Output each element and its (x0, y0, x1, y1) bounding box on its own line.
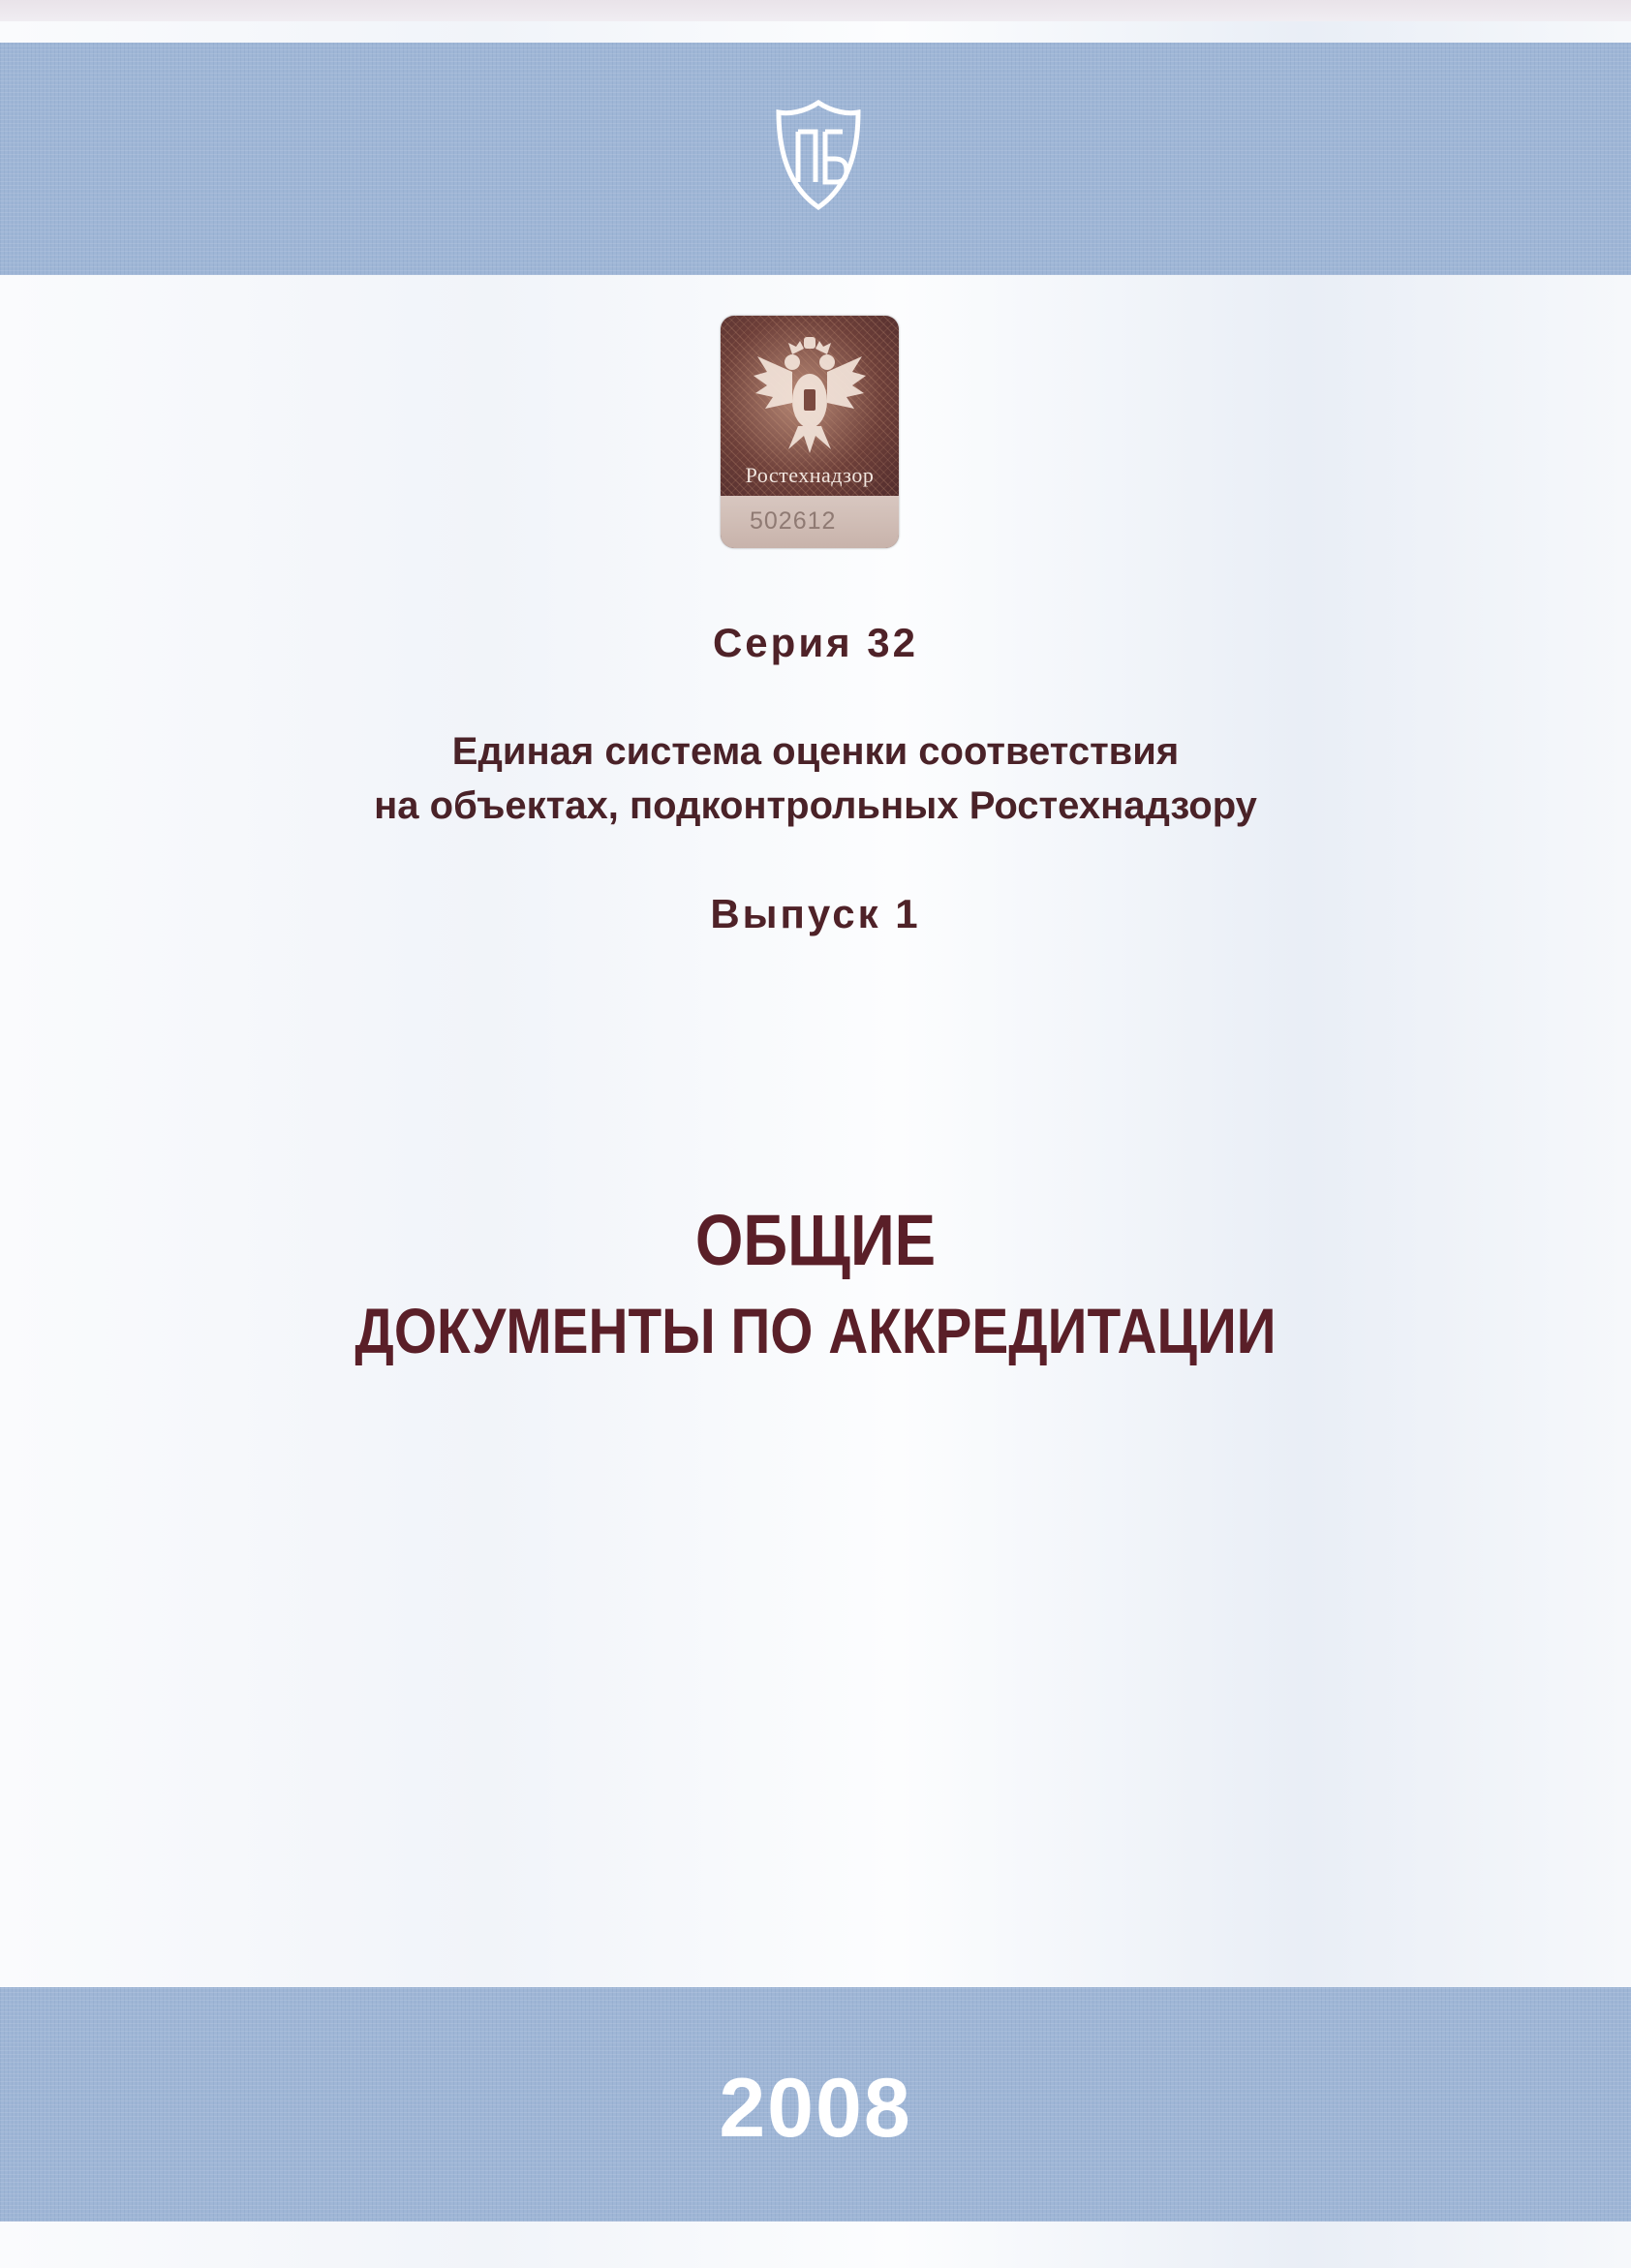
document-subtitle: ДОКУМЕНТЫ ПО АККРЕДИТАЦИИ (354, 1295, 1277, 1366)
rostekhnadzor-hologram-sticker (721, 316, 899, 548)
document-title: ОБЩИЕ (694, 1200, 937, 1280)
issue-label: Выпуск 1 (710, 891, 921, 936)
hologram-serial-number: 502612 (750, 507, 837, 535)
system-title-line-2: на объектах, подконтрольных Ростехнадзору (374, 784, 1257, 827)
page-edge (0, 0, 1631, 21)
hologram-label: Ростехнадзор (745, 463, 875, 487)
system-title-line-1: Единая система оценки соответствия (451, 730, 1180, 773)
series-label: Серия 32 (712, 620, 919, 665)
system-title (0, 724, 1631, 833)
double-headed-eagle-icon (750, 333, 870, 459)
publication-year: 2008 (719, 2062, 912, 2155)
shield-pb-logo-icon (775, 99, 862, 211)
